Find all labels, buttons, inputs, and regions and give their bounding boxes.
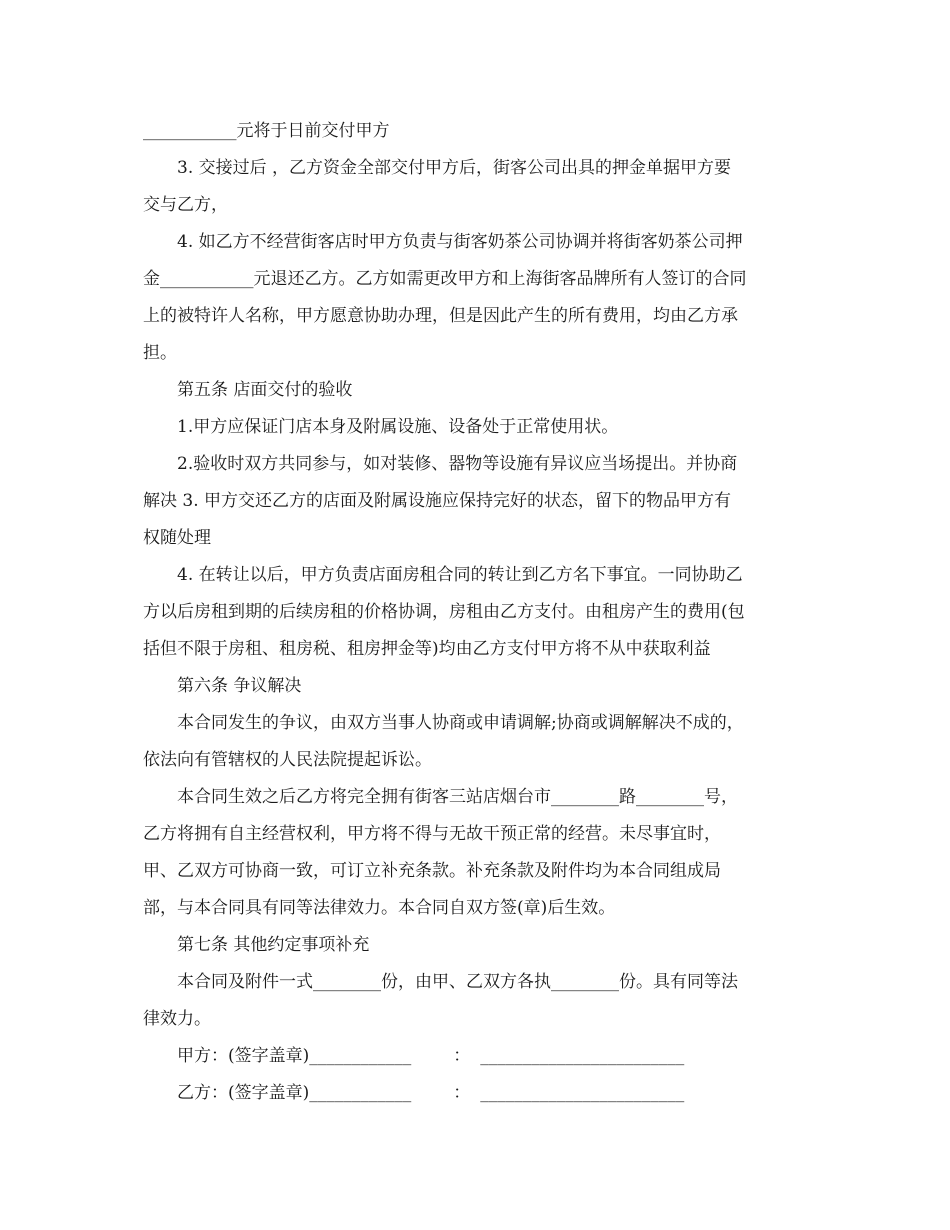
paragraph-line: 依法向有管辖权的人民法院提起诉讼。 (143, 750, 432, 770)
road-blank: ________ (551, 787, 619, 807)
paragraph-line: 甲、乙双方可协商一致，可订立补充条款。补充条款及附件均为本合同组成局 (143, 861, 721, 881)
article-6-heading: 第六条 争议解决 (177, 676, 302, 696)
clause-4-line: 4. 如乙方不经营街客店时甲方负责与街客奶茶公司协调并将街客奶茶公司押 (177, 232, 743, 252)
amount-blank: ___________ (143, 121, 237, 141)
party-b-signature-row (177, 1078, 684, 1108)
article-5-heading: 第五条 店面交付的验收 (177, 380, 353, 400)
paragraph-line: 本合同生效之后乙方将完全拥有街客三站店烟台市________路________号， (177, 787, 738, 807)
each-copies-blank: ________ (551, 972, 619, 992)
paragraph-line: 担。 (143, 343, 177, 363)
party-a-signature-blank: ____________ (309, 1046, 412, 1066)
paragraph-line: 4. 在转让以后，甲方负责店面房租合同的转让到乙方名下事宜。一同协助乙 (177, 565, 743, 585)
clause-3-line: 3. 交接过后 ，乙方资金全部交付甲方后，街客公司出具的押金单据甲方要 (177, 158, 732, 178)
party-b-colon: ： (453, 1083, 471, 1103)
party-b-signature-blank: ____________ (309, 1083, 412, 1103)
party-a-signature-row (177, 1041, 684, 1071)
paragraph-line: 括但不限于房租、租房税、租房押金等)均由乙方支付甲方将不从中获取利益 (143, 639, 711, 659)
party-b-date-blank: ________________________ (480, 1083, 685, 1103)
paragraph-line: 交与乙方， (143, 195, 228, 215)
paragraph-line: 方以后房租到期的后续房租的价格协调，房租由乙方支付。由租房产生的费用(包 (143, 602, 745, 622)
paragraph-line: 律效力。 (143, 1009, 211, 1029)
paragraph-line: 部，与本合同具有同等法律效力。本合同自双方签(章)后生效。 (143, 898, 616, 918)
party-a-colon: ： (453, 1046, 471, 1066)
party-b-label: 乙方：(签字盖章) (177, 1083, 310, 1103)
paragraph-line: 上的被特许人名称，甲方愿意协助办理，但是因此产生的所有费用，均由乙方承 (143, 306, 738, 326)
party-a-label: 甲方：(签字盖章) (177, 1046, 310, 1066)
copies-blank: ________ (313, 972, 381, 992)
paragraph-line: 2.验收时双方共同参与，如对装修、器物等设施有异议应当场提出。并协商 (177, 454, 738, 474)
number-blank: ________ (636, 787, 704, 807)
article-7-heading: 第七条 其他约定事项补充 (177, 935, 370, 955)
paragraph-line: 解决 3. 甲方交还乙方的店面及附属设施应保持完好的状态，留下的物品甲方有 (143, 491, 732, 511)
paragraph-line: 本合同及附件一式________份，由甲、乙双方各执________份。具有同等法 (177, 972, 738, 992)
paragraph-line: 本合同发生的争议，由双方当事人协商或申请调解;协商或调解解决不成的， (177, 713, 744, 733)
paragraph-line: 乙方将拥有自主经营权利，甲方将不得与无故干预正常的经营。未尽事宜时， (143, 824, 721, 844)
deposit-blank: ___________ (160, 269, 254, 289)
paragraph-line: ___________元将于日前交付甲方 (143, 121, 390, 141)
paragraph-line: 金___________元退还乙方。乙方如需更改甲方和上海街客品牌所有人签订的合同 (143, 269, 747, 289)
paragraph-line: 1.甲方应保证门店本身及附属设施、设备处于正常使用状。 (177, 417, 619, 437)
paragraph-line: 权随处理 (143, 528, 211, 548)
party-a-date-blank: ________________________ (480, 1046, 685, 1066)
